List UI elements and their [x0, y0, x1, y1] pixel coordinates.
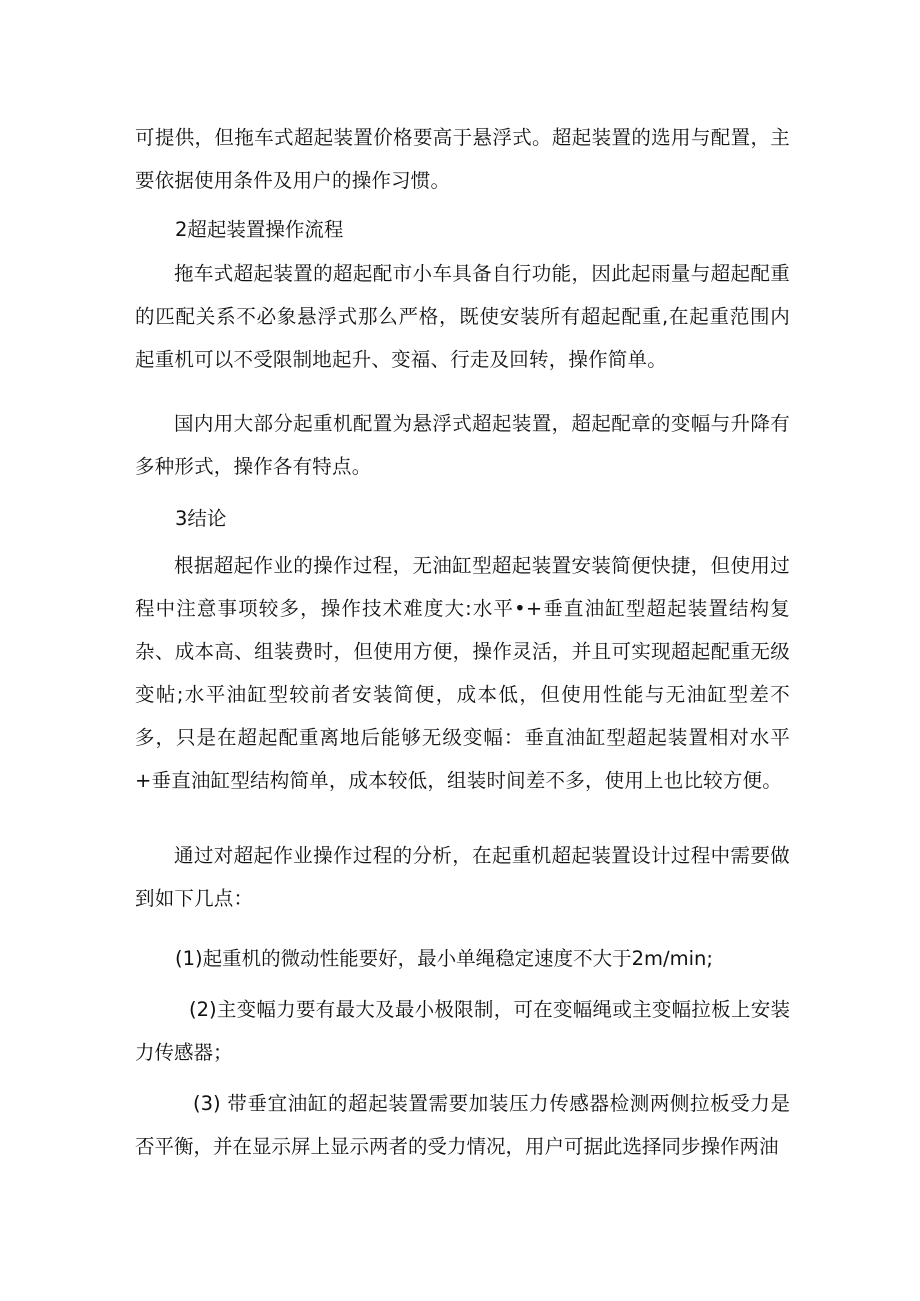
paragraph-design-points: 通过对超起作业操作过程的分析，在起重机超起装置设计过程中需要做到如下几点： [135, 844, 790, 910]
paragraph-intro: 可提供，但拖车式超起装置价格要高于悬浮式。超起装置的选用与配置，主要依据使用条件及用户的操作习惯。 [135, 126, 790, 192]
list-item-3: (3) 带垂宜油缸的超起装置需要加装压力传感器检测两侧拉板受力是否平衡，并在显示屏上显示两者的受力情况，用户可据此选择同步操作两油 [135, 1092, 790, 1158]
paragraph-suspended-type: 国内用大部分起重机配置为悬浮式超起装置，超起配章的变幅与升降有多种形式，操作各有特点。 [135, 412, 790, 478]
list-item-2: (2)主变幅力要有最大及最小极限制，可在变幅绳或主变幅拉板上安装力传感器； [135, 998, 790, 1064]
paragraph-conclusion-analysis: 根据超起作业的操作过程，无油缸型超起装置安装简便快捷，但使用过程中注意事项较多，操作技术难度大:水平•+垂直油缸型超起装置结构复杂、成本高、组装费时，但使用方便，操作灵活，并且可实现超起配重无级变帖;水平油缸型较前者安装简便，成本低，但使用性能与无油缸型差不多，只是在超起配重离地后能够无级变幅：垂直油缸型超起装置相对水平+垂直油缸型结构简单，成本较低，组装时间差不多，使用上也比较方便。 [135, 554, 790, 792]
paragraph-trailer-type: 拖车式超起装置的超起配市小车具备自行功能，因此起雨量与超起配重的匹配关系不必象悬浮式那么严格，既使安装所有超起配重,在起重范围内起重机可以不受限制地起升、变福、行走及回转，操作简单。 [135, 262, 790, 371]
section-heading-conclusion: 3结论 [175, 507, 227, 530]
list-item-1: (1)起重机的微动性能要好，最小单绳稳定速度不大于2m∕min; [175, 947, 713, 970]
section-heading-operation-flow: 2超起装置操作流程 [175, 218, 344, 241]
